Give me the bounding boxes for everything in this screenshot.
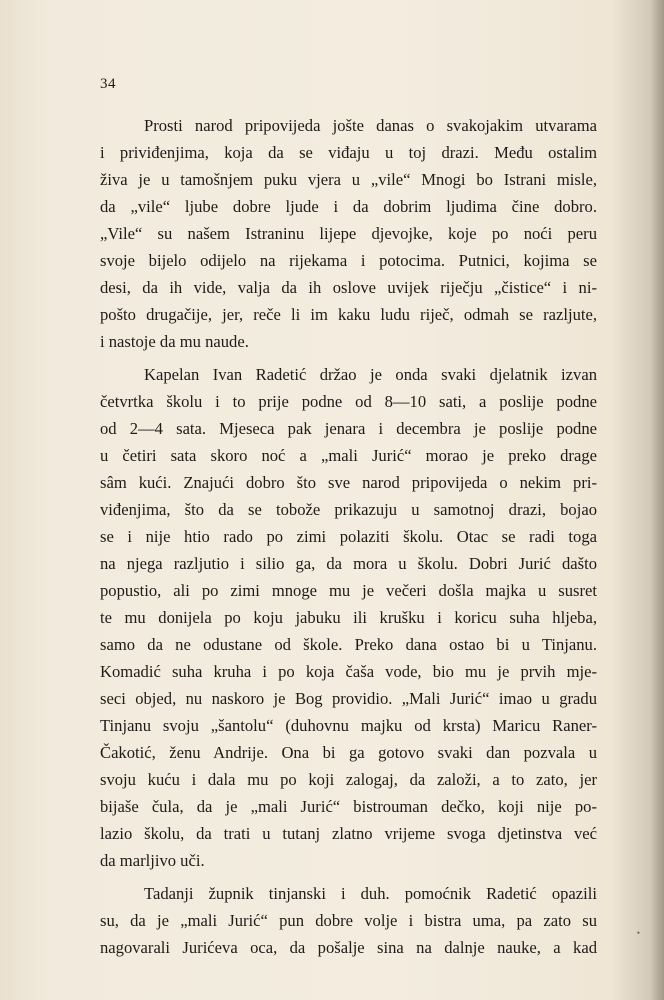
text-line: i nastoje da mu naude. bbox=[100, 332, 249, 351]
page-number: 34 bbox=[100, 76, 116, 92]
text-line: pošto drugačije, jer, reče li im kaku ludu riječ, odmah se razljute, bbox=[100, 305, 597, 324]
text-line: desi, da ih vide, valja da ih oslove uvijek riječju „čistice“ i ni- bbox=[100, 278, 597, 297]
text-line: svoju kuću i dala mu po koji zalogaj, da založi, a to zato, jer bbox=[100, 770, 597, 789]
paragraph-1 bbox=[100, 112, 597, 355]
text-line: popustio, ali po zimi mnoge mu je večeri došla majka u susret bbox=[100, 581, 597, 600]
text-line: Prosti narod pripovijeda jošte danas o svakojakim utvarama bbox=[144, 116, 597, 135]
text-line: viđenjima, što da se tobože prikazuju u samotnoj drazi, bojao bbox=[100, 500, 597, 519]
text-line: nagovarali Jurićeva oca, da pošalje sina na dalnje nauke, a kad bbox=[100, 938, 597, 957]
text-line: i priviđenjima, koja da se viđaju u toj drazi. Među ostalim bbox=[100, 143, 597, 162]
text-line: bijaše čula, da je „mali Jurić“ bistrouman dečko, koji nije po- bbox=[100, 797, 597, 816]
text-line: seci objed, nu naskoro je Bog providio. „Mali Jurić“ imao u gradu bbox=[100, 689, 597, 708]
text-line: su, da je „mali Jurić“ pun dobre volje i bistra uma, pa zato su bbox=[100, 911, 597, 930]
paragraph-2 bbox=[100, 361, 597, 874]
text-line: od 2—4 sata. Mjeseca pak jenara i decembra je poslije podne bbox=[100, 419, 597, 438]
text-line: Čakotić, ženu Andrije. Ona bi ga gotovo svaki dan pozvala u bbox=[100, 743, 597, 762]
ink-speck-decoration: • bbox=[636, 928, 640, 938]
text-line: da marljivo uči. bbox=[100, 851, 205, 870]
text-line: samo da ne odustane od škole. Preko dana ostao bi u Tinjanu. bbox=[100, 635, 597, 654]
paragraph-3 bbox=[100, 880, 597, 961]
text-line: Kapelan Ivan Radetić držao je onda svaki djelatnik izvan bbox=[144, 365, 597, 384]
text-line: sâm kući. Znajući dobro što sve narod pripovijeda o nekim pri- bbox=[100, 473, 597, 492]
body-text bbox=[100, 112, 597, 961]
text-line: Tinjanu svoju „šantolu“ (duhovnu majku od krsta) Maricu Raner- bbox=[100, 716, 597, 735]
text-line: živa je u tamošnjem puku vjera u „vile“ Mnogi bo Istrani misle, bbox=[100, 170, 597, 189]
text-line: Komadić suha kruha i po koja čaša vode, bio mu je prvih mje- bbox=[100, 662, 597, 681]
text-line: lazio školu, da trati u tutanj zlatno vrijeme svoga djetinstva već bbox=[100, 824, 597, 843]
text-line: u četiri sata skoro noć a „mali Jurić“ morao je preko drage bbox=[100, 446, 597, 465]
text-line: „Vile“ su našem Istraninu lijepe djevojke, koje po noći peru bbox=[100, 224, 597, 243]
text-line: četvrtka školu i to prije podne od 8—10 sati, a poslije podne bbox=[100, 392, 597, 411]
text-line: te mu donijela po koju jabuku ili krušku i koricu suha hljeba, bbox=[100, 608, 597, 627]
text-line: Tadanji župnik tinjanski i duh. pomoćnik Radetić opazili bbox=[144, 884, 597, 903]
text-line: da „vile“ ljube dobre ljude i da dobrim ljudima čine dobro. bbox=[100, 197, 597, 216]
text-line: se i nije htio rado po zimi polaziti školu. Otac se radi toga bbox=[100, 527, 597, 546]
text-line: na njega razljutio i silio ga, da mora u školu. Dobri Jurić dašto bbox=[100, 554, 597, 573]
text-line: svoje bijelo odijelo na rijekama i potocima. Putnici, kojima se bbox=[100, 251, 597, 270]
page-edge-shadow bbox=[650, 0, 664, 1000]
